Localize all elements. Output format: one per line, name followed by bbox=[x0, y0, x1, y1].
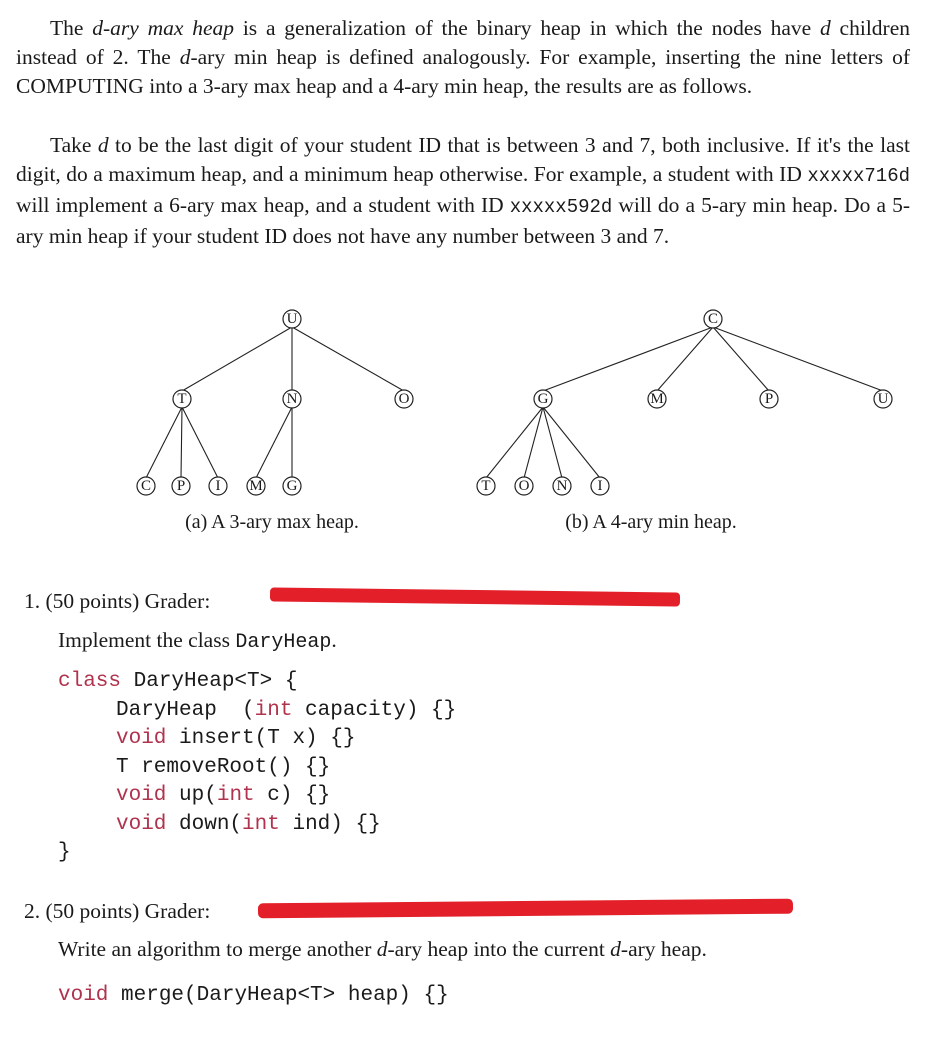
svg-text:I: I bbox=[597, 478, 603, 494]
max-heap-node bbox=[137, 477, 155, 495]
svg-text:O: O bbox=[518, 478, 530, 494]
q2-task: Write an algorithm to merge another d-ary heap into the current d-ary heap. bbox=[58, 937, 707, 961]
max-heap-node bbox=[283, 477, 301, 495]
min-heap-node bbox=[553, 477, 571, 495]
max-heap-figure bbox=[137, 310, 413, 533]
redaction-mark bbox=[258, 899, 793, 919]
code-line: void up(int c) {} bbox=[116, 784, 331, 807]
max-heap-node bbox=[172, 477, 190, 495]
min-heap-node bbox=[534, 390, 552, 408]
svg-text:U: U bbox=[286, 311, 298, 327]
code-line: void down(int ind) {} bbox=[116, 812, 381, 836]
max-heap-node bbox=[395, 390, 413, 408]
svg-text:I: I bbox=[215, 478, 221, 494]
min-heap-figure bbox=[477, 310, 892, 533]
svg-text:T: T bbox=[177, 391, 187, 407]
min-heap-node bbox=[760, 390, 778, 408]
min-heap-node bbox=[591, 477, 609, 495]
q2-heading: 2. (50 points) Grader: bbox=[24, 899, 211, 923]
min-heap-root-node bbox=[704, 310, 722, 328]
svg-text:G: G bbox=[537, 391, 549, 407]
max-heap-node bbox=[173, 390, 191, 408]
max-heap-node bbox=[209, 477, 227, 495]
svg-text:N: N bbox=[286, 391, 298, 407]
code-line: class DaryHeap<T> { bbox=[58, 670, 298, 693]
svg-text:T: T bbox=[481, 478, 491, 494]
max-heap-caption: (a) A 3-ary max heap. bbox=[185, 511, 359, 533]
code-line: T removeRoot() {} bbox=[116, 755, 331, 779]
heap-diagrams bbox=[0, 290, 946, 550]
max-heap-node bbox=[247, 477, 265, 495]
intro-paragraph-2: Take d to be the last digit of your student ID that is between 3 and 7, both inclusive. If it's the last digit, do a maximum heap, and a minimum heap otherwise. For example, a student with ID xxxxx716d will implement a 6-ary max heap, and a student with ID xxxxx592d will do a 5-ary min heap. Do a 5-ary min heap if your student ID does not have any number between 3 and 7. bbox=[16, 133, 910, 248]
svg-text:G: G bbox=[286, 478, 298, 494]
svg-text:N: N bbox=[556, 478, 568, 494]
code-line: } bbox=[58, 841, 71, 864]
min-heap-node bbox=[648, 390, 666, 408]
q1-task: Implement the class DaryHeap. bbox=[58, 628, 337, 654]
min-heap-caption: (b) A 4-ary min heap. bbox=[565, 511, 737, 533]
code-line: DaryHeap (int capacity) {} bbox=[116, 698, 457, 722]
svg-text:M: M bbox=[650, 391, 664, 407]
q1-heading: 1. (50 points) Grader: bbox=[24, 589, 211, 613]
redaction-mark bbox=[270, 587, 680, 606]
svg-text:P: P bbox=[176, 478, 186, 494]
svg-text:O: O bbox=[398, 391, 410, 407]
min-heap-node bbox=[515, 477, 533, 495]
svg-text:U: U bbox=[877, 391, 889, 407]
svg-text:P: P bbox=[764, 391, 774, 407]
svg-text:C: C bbox=[140, 478, 152, 494]
svg-text:M: M bbox=[249, 478, 263, 494]
code-line: void insert(T x) {} bbox=[116, 727, 356, 750]
max-heap-root-node bbox=[283, 310, 301, 328]
max-heap-node bbox=[283, 390, 301, 408]
min-heap-node bbox=[874, 390, 892, 408]
q1-code-block bbox=[58, 668, 456, 868]
intro-paragraph-1: The d-ary max heap is a generalization of the binary heap in which the nodes have d children instead of 2. The d-ary min heap is defined analogously. For example, inserting the nine letters of COMPUTING into a 3-ary max heap and a 4-ary min heap, the results are as follows. bbox=[16, 16, 910, 98]
q2-code-line: void merge(DaryHeap<T> heap) {} bbox=[58, 984, 449, 1007]
min-heap-node bbox=[477, 477, 495, 495]
svg-text:C: C bbox=[707, 311, 719, 327]
